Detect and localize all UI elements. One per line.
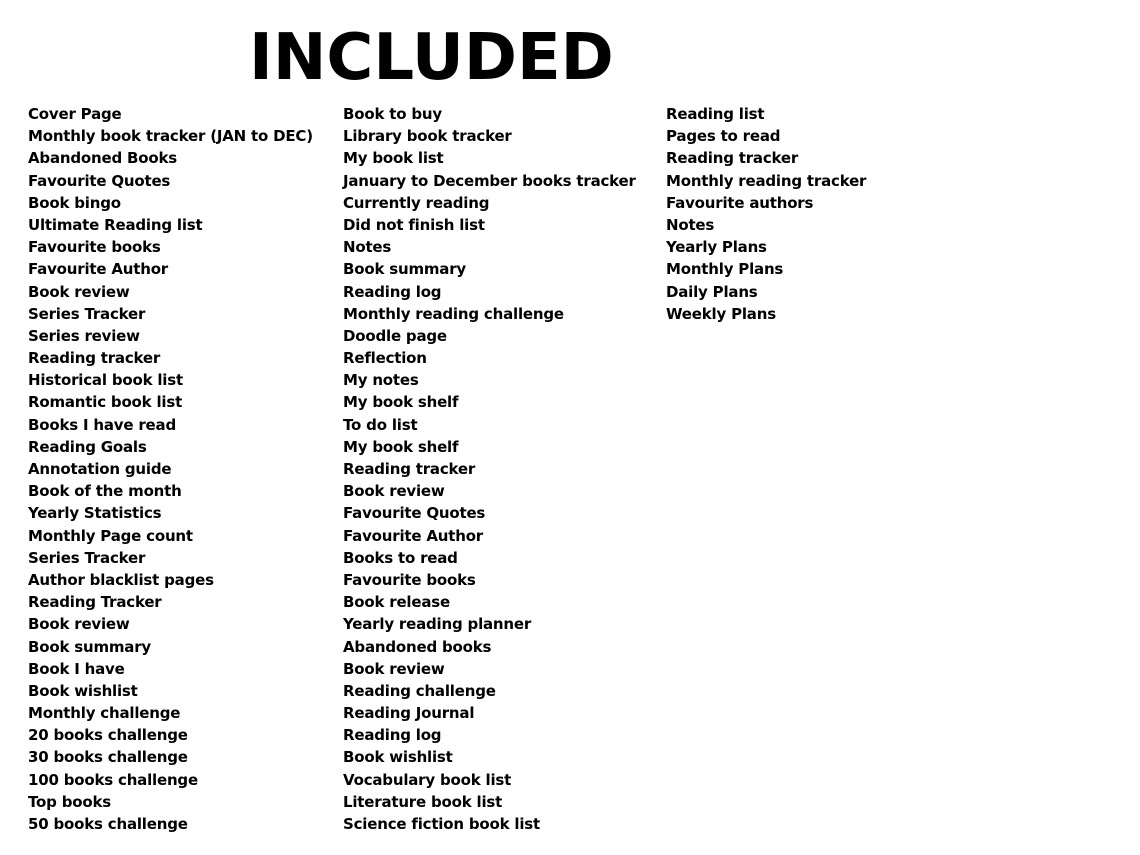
list-item: Doodle page xyxy=(343,326,447,345)
list-item: 30 books challenge xyxy=(28,748,188,767)
list-item: Yearly reading planner xyxy=(343,615,532,634)
list-item: 50 books challenge xyxy=(28,815,188,833)
list-item: Book wishlist xyxy=(28,681,138,700)
list-item: Notes xyxy=(666,215,715,234)
list-item: Literature book list xyxy=(343,792,503,811)
list-item: Reading tracker xyxy=(666,149,799,168)
list-item: Favourite authors xyxy=(666,193,814,212)
list-item: Reading list xyxy=(666,105,765,123)
list-item: Author blacklist pages xyxy=(28,570,214,589)
list-item: January to December books tracker xyxy=(343,171,636,190)
list-item: Series Tracker xyxy=(28,548,146,567)
list-item: Library book tracker xyxy=(343,127,512,146)
list-item: Reflection xyxy=(343,349,427,368)
list-item: Monthly book tracker (JAN to DEC) xyxy=(28,127,313,146)
list-item: Book wishlist xyxy=(343,748,453,767)
list-item: Reading Tracker xyxy=(28,593,162,612)
list-item: Monthly Page count xyxy=(28,526,193,545)
list-item: Annotation guide xyxy=(28,460,172,478)
list-item: Favourite books xyxy=(343,570,476,589)
list-item: Vocabulary book list xyxy=(343,770,512,789)
list-item: Favourite Quotes xyxy=(28,171,171,190)
list-item: Reading challenge xyxy=(343,681,496,700)
list-item: Reading Journal xyxy=(343,704,475,723)
list-item: Favourite Author xyxy=(28,260,168,279)
included-list-column-1 xyxy=(28,103,328,835)
list-item: Did not finish list xyxy=(343,215,485,234)
list-item: Pages to read xyxy=(666,127,781,146)
list-item: Favourite Author xyxy=(343,526,483,545)
list-item: 20 books challenge xyxy=(28,726,188,745)
list-item: Romantic book list xyxy=(28,393,183,412)
list-item: Reading Goals xyxy=(28,437,147,456)
list-item: Top books xyxy=(28,792,111,811)
list-item: Science fiction book list xyxy=(343,815,540,833)
list-item: Series review xyxy=(28,326,140,345)
list-item: My book list xyxy=(343,149,444,168)
list-item: Books I have read xyxy=(28,415,176,434)
list-item: Reading tracker xyxy=(28,349,161,368)
list-item: Book bingo xyxy=(28,193,121,212)
list-item: Reading log xyxy=(343,282,442,301)
list-item: Yearly Plans xyxy=(666,238,767,257)
list-item: Reading tracker xyxy=(343,460,476,478)
list-item: Book release xyxy=(343,593,450,612)
list-item: Daily Plans xyxy=(666,282,758,301)
included-list-column-3 xyxy=(666,103,966,325)
list-item: Monthly reading tracker xyxy=(666,171,867,190)
list-item: Monthly challenge xyxy=(28,704,181,723)
list-item: Cover Page xyxy=(28,105,122,123)
list-item: Book of the month xyxy=(28,482,182,501)
list-item: Historical book list xyxy=(28,371,183,390)
list-item: Book review xyxy=(343,482,445,501)
page-title: INCLUDED xyxy=(249,21,614,95)
list-item: Book I have xyxy=(28,659,125,678)
included-list-column-2 xyxy=(343,103,643,835)
list-item: My book shelf xyxy=(343,437,459,456)
list-item: Abandoned Books xyxy=(28,149,177,168)
list-item: Book review xyxy=(343,659,445,678)
list-item: Series Tracker xyxy=(28,304,146,323)
list-item: Currently reading xyxy=(343,193,490,212)
list-item: Book summary xyxy=(28,637,152,656)
list-item: Book summary xyxy=(343,260,467,279)
list-item: Reading log xyxy=(343,726,442,745)
list-item: Weekly Plans xyxy=(666,304,776,323)
list-item: Abandoned books xyxy=(343,637,492,656)
list-item: Monthly reading challenge xyxy=(343,304,564,323)
list-item: Book review xyxy=(28,615,130,634)
list-item: Ultimate Reading list xyxy=(28,215,203,234)
list-item: Monthly Plans xyxy=(666,260,784,279)
list-item: My book shelf xyxy=(343,393,459,412)
list-item: Yearly Statistics xyxy=(28,504,162,523)
list-item: 100 books challenge xyxy=(28,770,198,789)
list-item: Books to read xyxy=(343,548,458,567)
list-item: Favourite Quotes xyxy=(343,504,486,523)
list-item: Favourite books xyxy=(28,238,161,257)
list-item: To do list xyxy=(343,415,418,434)
list-item: Book to buy xyxy=(343,105,442,123)
list-item: My notes xyxy=(343,371,419,390)
list-item: Book review xyxy=(28,282,130,301)
list-item: Notes xyxy=(343,238,392,257)
